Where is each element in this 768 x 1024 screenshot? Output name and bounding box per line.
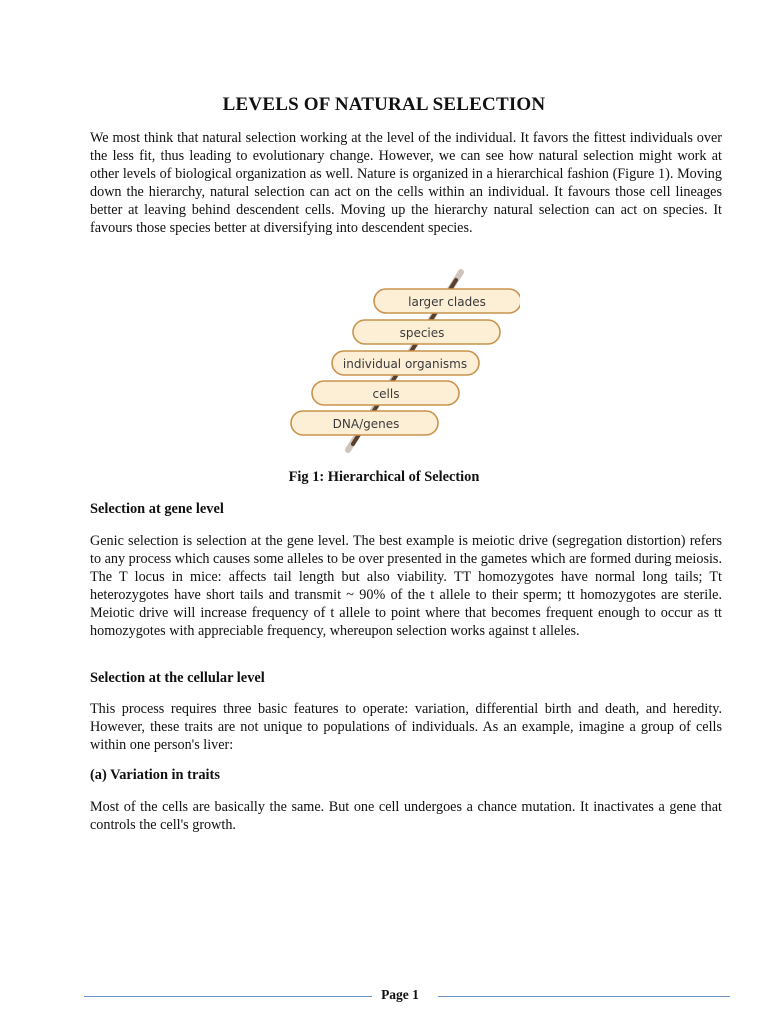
figure-caption: Fig 1: Hierarchical of Selection xyxy=(288,469,480,485)
level-species xyxy=(353,320,500,344)
footer-rule-right xyxy=(438,996,730,997)
gene-level-paragraph: Genic selection is selection at the gene level. The best example is meiotic drive (segregation distortion) refers to any process which causes some alleles to be over presented in the gametes which are formed during meiosis. The T locus in mice: affects tail length but also viability. TT homozygotes have normal long tails; Tt heterozygotes have short tails and transmit ~ 90% of the t allele to their sperm; tt homozygotes are sterile. Meiotic drive will increase frequency of t allele to point where that becomes frequent enough to occur as tt homozygotes with appreciable frequency, whereupon selection works against t alleles. xyxy=(90,533,722,640)
level-dna-genes xyxy=(291,411,438,435)
footer-rule-left xyxy=(84,996,372,997)
intro-paragraph: We most think that natural selection working at the level of the individual. It favors the fittest individuals over the less fit, thus leading to evolutionary change. However, we can see how natural selection might work at other levels of biological organization as well. Nature is organized in a hierarchical fashion (Figure 1). Moving down the hierarchy, natural selection can act on the cells within an individual. It favours those cell lineages better at leaving behind descendent cells. Moving up the hierarchy natural selection can act on species. It favours those species better at diversifying into descendent species. xyxy=(90,130,722,237)
level-label-cells: cells xyxy=(372,387,400,401)
hierarchy-figure xyxy=(280,268,520,454)
level-label-species: species xyxy=(399,326,445,340)
page-number: Page 1 xyxy=(381,987,419,1002)
cellular-level-paragraph: This process requires three basic features to operate: variation, differential birth and death, and heredity. However, these traits are not unique to populations of individuals. As an example, imagine a group of cells within one person's liver: xyxy=(90,701,722,754)
page-title: LEVELS OF NATURAL SELECTION xyxy=(222,94,546,115)
level-label-dna-genes: DNA/genes xyxy=(332,417,400,431)
level-label-larger-clades: larger clades xyxy=(408,295,486,309)
level-cells xyxy=(312,381,459,405)
heading-gene-level: Selection at gene level xyxy=(90,501,224,517)
level-larger-clades xyxy=(374,289,520,313)
heading-cellular-level: Selection at the cellular level xyxy=(90,670,265,686)
variation-paragraph: Most of the cells are basically the same. But one cell undergoes a chance mutation. It inactivates a gene that controls the cell's growth. xyxy=(90,799,722,834)
heading-variation-traits: (a) Variation in traits xyxy=(90,767,220,783)
level-individual-organisms xyxy=(332,351,479,375)
level-label-individual-organisms: individual organisms xyxy=(342,357,468,371)
